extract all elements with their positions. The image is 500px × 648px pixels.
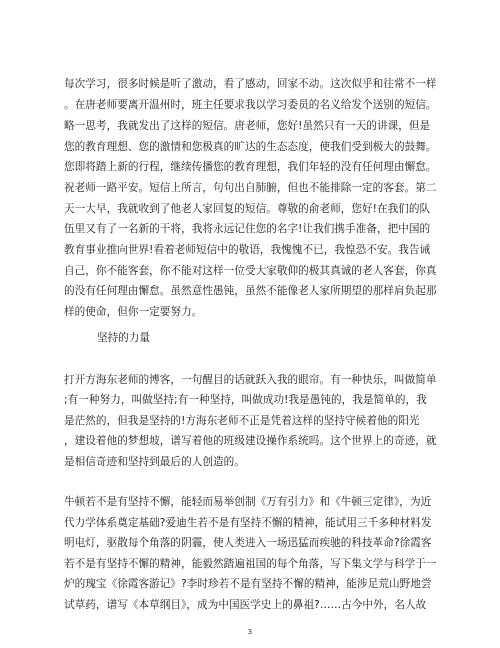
text-line: 略一思考，我就发出了这样的短信。唐老师，您好!虽然只有一天的讲课，但是	[64, 120, 431, 132]
text-line: 您即将踏上新的行程，继续传播您的教育理想，我们年轻的没有任何理由懈怠。	[64, 161, 437, 173]
text-line: 试草药，谱写《本草纲目》，成为中国医学史上的鼻祖?……古今中外，名人故	[64, 599, 427, 611]
text-line: ;有一种努力，叫做坚持;有一种坚持，叫做成功!我是愚钝的，我是简单的，我	[64, 394, 427, 406]
text-line: 打开方海东老师的博客，一句醒目的话就跃入我的眼帘。有一种快乐，叫做简单	[64, 374, 437, 386]
text-line: 教育事业推向世界!看着老师短信中的敬语，我愧愧不已，我惶恐不安。我告诫	[64, 244, 431, 256]
text-line: 炉的瑰宝《徐霞客游记》?李时珍若不是有坚持不懈的精神，能涉足荒山野地尝	[64, 578, 432, 590]
text-line: 的没有任何理由懈怠。虽然意性愚钝，虽然不能像老人家所期望的那样肩负起那	[64, 285, 437, 297]
text-line: 样的使命，但你一定要努力。	[64, 306, 203, 318]
text-line: 天一大早，我就收到了他老人家回复的短信。尊敬的俞老师，您好!在我们的队	[64, 203, 431, 215]
text-line: 明电灯，驱散每个角落的阴霾，使人类进入一场迅猛而疾驰的科技革命?徐霞客	[64, 537, 432, 549]
text-line: ，建设着他的梦想坡，谱写着他的班级建设操作系统吗。这个世界上的奇迹，就	[64, 435, 437, 447]
text-line: 。在唐老师要离开温州时，班主任要求我以学习委员的名义给发个送别的短信。	[64, 99, 437, 111]
text-line: 若不是有坚持不懈的精神，能毅然踏遍祖国的每个角落，写下集文学与科学于一	[64, 558, 437, 570]
text-line: 是茫然的，但我是坚持的!方海东老师不正是凭着这样的坚持守候着他的阳光	[64, 415, 420, 427]
text-line: 伍里又有了一名新的干将，我将永远记住您的名字!让我们携手准备，把中国的	[64, 223, 431, 235]
text-line: 是相信奇迹和坚持到最后的人创造的。	[64, 456, 245, 468]
text-line: 牛顿若不是有坚持不懈，能轻而易举创制《万有引力》和《牛顿三定律》，为近	[64, 496, 432, 508]
text-line: 每次学习，很多时候是听了激动，看了感动，回家不动。这次似乎和往常不一样	[64, 78, 437, 90]
page-number: 3	[247, 628, 253, 636]
text-line: 代力学体系奠定基础?爱迪生若不是有坚持不懈的精神，能试用三千多种材料发	[64, 517, 432, 529]
text-line: 祝老师一路平安。短信上所言，句句出自肺腑，但也不能排除一定的客套。第二	[64, 182, 437, 194]
section-heading: 坚持的力量	[97, 332, 150, 344]
text-line: 您的教育理想、您的激情和您极真的旷达的生态态度，使我们受到极大的鼓舞。	[64, 141, 437, 153]
text-line: 自己，你不能客套，你不能对这样一位受大家敬仰的极其真诚的老人客套，你真	[64, 265, 437, 277]
